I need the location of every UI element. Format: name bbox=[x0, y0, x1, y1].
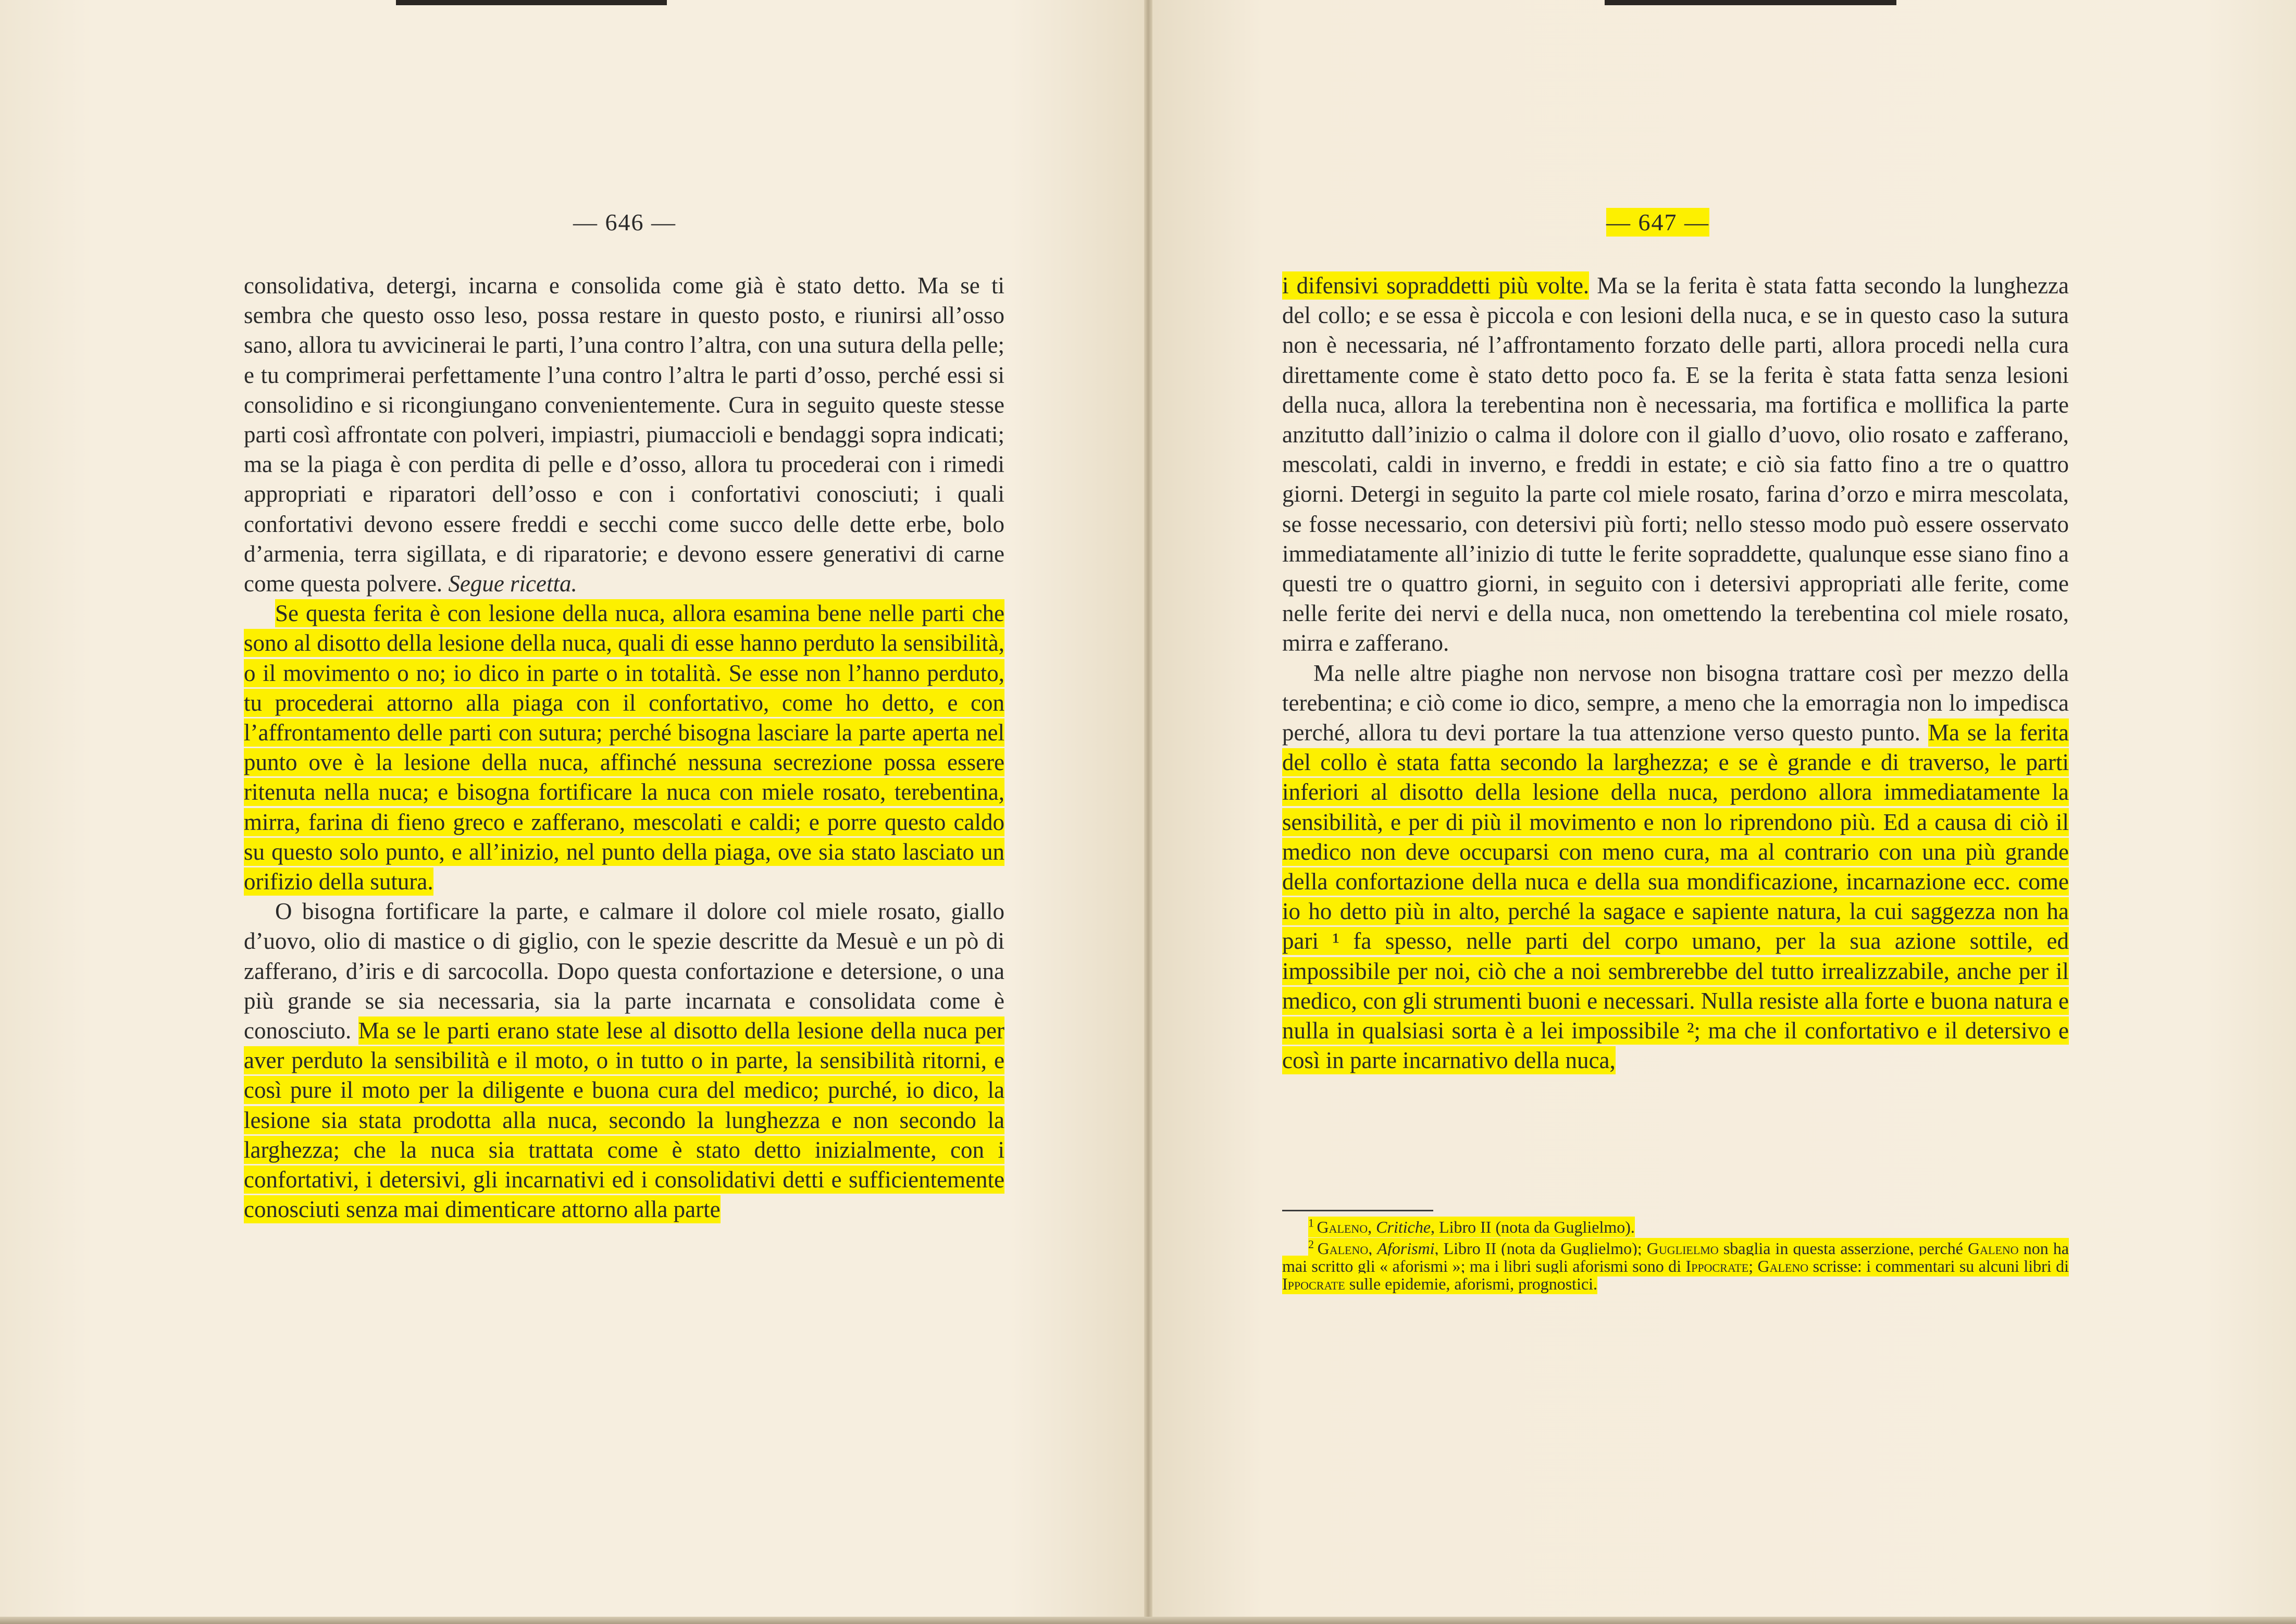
footnote-text: , bbox=[1368, 1239, 1377, 1258]
footnote-text: Critiche bbox=[1376, 1217, 1431, 1236]
paragraph bbox=[244, 271, 1004, 599]
book-gutter bbox=[1144, 0, 1152, 1624]
footnote-text: Guglielmo bbox=[1646, 1239, 1719, 1258]
footnote-text: scrisse: i commentari su alcuni libri di bbox=[1808, 1257, 2069, 1276]
footnote-text: sbaglia in questa asserzione, perché bbox=[1718, 1239, 1968, 1258]
footnote-text: Galeno bbox=[1317, 1217, 1368, 1236]
page-number bbox=[1606, 208, 1709, 236]
footnote-text: , Libro II (nota da Guglielmo); bbox=[1434, 1239, 1647, 1258]
paragraph bbox=[244, 897, 1004, 1224]
footnote-text: Galeno bbox=[1757, 1257, 1809, 1276]
footnote-marker: 2 bbox=[1308, 1237, 1318, 1251]
scan-edge bbox=[1605, 0, 1896, 5]
footnote-rule bbox=[1282, 1210, 1433, 1211]
right-page bbox=[1148, 0, 2296, 1624]
right-text-block bbox=[1282, 271, 2069, 1075]
paragraph bbox=[1282, 271, 2069, 659]
footnotes bbox=[1282, 1214, 2069, 1293]
scan-edge bbox=[0, 1617, 2296, 1624]
scan-edge bbox=[396, 0, 667, 5]
paragraph bbox=[1282, 659, 2069, 1076]
footnote-text: sulle epidemie, aforismi, prognostici. bbox=[1345, 1274, 1598, 1294]
highlighted-text: Se questa ferita è con lesione della nuca, allora esamina bene nelle parti che sono al disotto della lesione della nuca, quali di esse hanno perduto la sensibilità, o il movimento o no; io dico in parte o in totalità. Se esse non l’hanno perduto, tu procederai attorno alla piaga con il confortativo, come ho detto, e con l’affrontamento delle parti con sutura; perché bisogna lasciare la parte aperta nel punto ove è la lesione della nuca, affinché nessuna secrezione possa essere ritenuta nella nuca; e bisogna fortificare la nuca con miele rosato, terebentina, mirra, farina di fieno greco e zafferano, mescolati e caldi; e porre questo caldo su questo solo punto, e all’inizio, nel punto della piaga, ove sia stato lasciato un orifizio della sutura. bbox=[244, 600, 1004, 895]
highlighted-text: i difensivi sopraddetti più volte. bbox=[1282, 272, 1590, 299]
footnote-text: , Libro II (nota da Guglielmo). bbox=[1431, 1217, 1635, 1236]
highlighted-footnote bbox=[1308, 1217, 1635, 1237]
body-text: O bisogna fortificare la parte, e calmare il dolore col miele rosato, giallo d’uovo, olio di mastice o di giglio, con le spezie descritte da Mesuè e un pò di zafferano, d’iris e di sarcocolla. Dopo questa confortazione e detersione, o una più grande se sia necessaria, sia la parte incarnata e consolidata come è conosciuto. bbox=[244, 898, 1004, 1044]
footnote-text: Ippocrate bbox=[1282, 1274, 1345, 1294]
paragraph bbox=[244, 599, 1004, 897]
body-text: Ma se la ferita è stata fatta secondo la lunghezza del collo; e se essa è piccola e con lesioni della nuca, e se in questo caso la sutura non è necessaria, né l’affrontamento forzato delle parti, allora procedi nella cura direttamente come è stato detto poco fa. E se la ferita è stata fatta senza lesioni della nuca, allora la terebentina non è necessaria, ma fortifica e mollifica la parte anzitutto dall’inizio o calma il dolore con il giallo d’uovo, olio rosato e zafferano, mescolati, caldi in inverno, e freddi in estate; e ciò sia fatto fino a tre o quattro giorni. Detergi in seguito la parte col miele rosato, farina d’orzo e mirra mescolata, se fosse necessario, con detersivi più forti; nello stesso modo può essere osservato immediatamente all’inizio di tutte le ferite sopraddette, qualunque esse siano fino a questi tre o quattro giorni, in seguito con i detersivi appropriati alle ferite, come nelle ferite dei nervi e della nuca, non omettendo la terebentina col miele rosato, mirra e zafferano. bbox=[1282, 272, 2069, 656]
footnote bbox=[1282, 1214, 2069, 1236]
footnote-text: ; bbox=[1748, 1257, 1758, 1276]
footnote-text: Ippocrate bbox=[1685, 1257, 1749, 1276]
highlighted-page-number: — 647 — bbox=[1606, 209, 1709, 235]
footnote-text: non ha mai scritto gli « aforismi »; ma i libri sugli aforismi sono di bbox=[1282, 1239, 2069, 1276]
footnote bbox=[1282, 1236, 2069, 1293]
body-text: Ma nelle altre piaghe non nervose non bisogna trattare così per mezzo della terebentina; e ciò come io dico, sempre, a meno che la emorragia non lo impedisca perché, allora tu devi portare la tua attenzione verso questo punto. bbox=[1282, 660, 2069, 746]
footnote-marker: 1 bbox=[1308, 1216, 1317, 1229]
highlighted-text: Ma se la ferita del collo è stata fatta secondo la larghezza; e se è grande e di traverso, le parti inferiori al disotto della lesione della nuca, perdono allora immediatamente la sensibilità, e per di più il movimento e non lo riprendono più. Ed a causa di ciò il medico non deve occuparsi con meno cura, ma al contrario con una più grande della confortazione della nuca e della sua mondificazione, incarnazione ecc. come io ho detto più in alto, perché la sagace e sapiente natura, la cui saggezza non ha pari ¹ fa spesso, nelle parti del corpo umano, per la sua azione sottile, ed impossibile per noi, ciò che a noi sembrerebbe del tutto irrealizzabile, anche per il medico, con gli strumenti buoni e necessari. Nulla resiste alla forte e buona natura e nulla in qualsiasi sorta è a lei impossibile ²; ma che il confortativo e il detersivo e così in parte incarnativo della nuca, bbox=[1282, 720, 2069, 1074]
left-text-block bbox=[244, 271, 1004, 1225]
footnote-text: Galeno bbox=[1317, 1239, 1369, 1258]
page-number: — 646 — bbox=[573, 209, 676, 235]
highlighted-footnote bbox=[1282, 1238, 2069, 1294]
highlighted-text: Ma se le parti erano state lese al disotto della lesione della nuca per aver perduto la sensibilità e il moto, o in tutto o in parte, la sensibilità ritorni, e così pure il moto per la diligente e buona cura del medico; purché, io dico, la lesione sia stata prodotta alla nuca, secondo la lunghezza e non secondo la larghezza; che la nuca sia trattata come è stato detto inizialmente, con i confortativi, i detersivi, gli incarnativi ed i consolidativi detti e sufficientemente conosciuti senza mai dimenticare attorno alla parte bbox=[244, 1018, 1004, 1223]
footnote-text: Galeno bbox=[1968, 1239, 2019, 1258]
footnote-text: , bbox=[1368, 1217, 1376, 1236]
footnote-text: Aforismi bbox=[1377, 1239, 1435, 1258]
body-text: Segue ricetta. bbox=[448, 571, 577, 597]
body-text: consolidativa, detergi, incarna e consolida come già è stato detto. Ma se ti sembra che questo osso leso, possa restare in questo posto, e riunirsi all’osso sano, allora tu avvicinerai le parti, l’una contro l’altra, con una sutura della pelle; e tu comprimerai perfettamente l’una contro l’altra le parti d’osso, perché essi si consolidino e si ricongiungano convenientemente. Cura in seguito queste stesse parti così affrontate con polveri, impiastri, piumaccioli e bendaggi sopra indicati; ma se la piaga è con perdita di pelle e d’osso, allora tu procederai con i rimedi appropriati e riparatori dell’osso e con i confortativi conosciuti; i quali confortativi devono essere freddi e secchi come succo delle dette erbe, bolo d’armenia, terra sigillata, e di riparatorie; e devono essere generativi di carne come questa polvere. bbox=[244, 272, 1004, 597]
